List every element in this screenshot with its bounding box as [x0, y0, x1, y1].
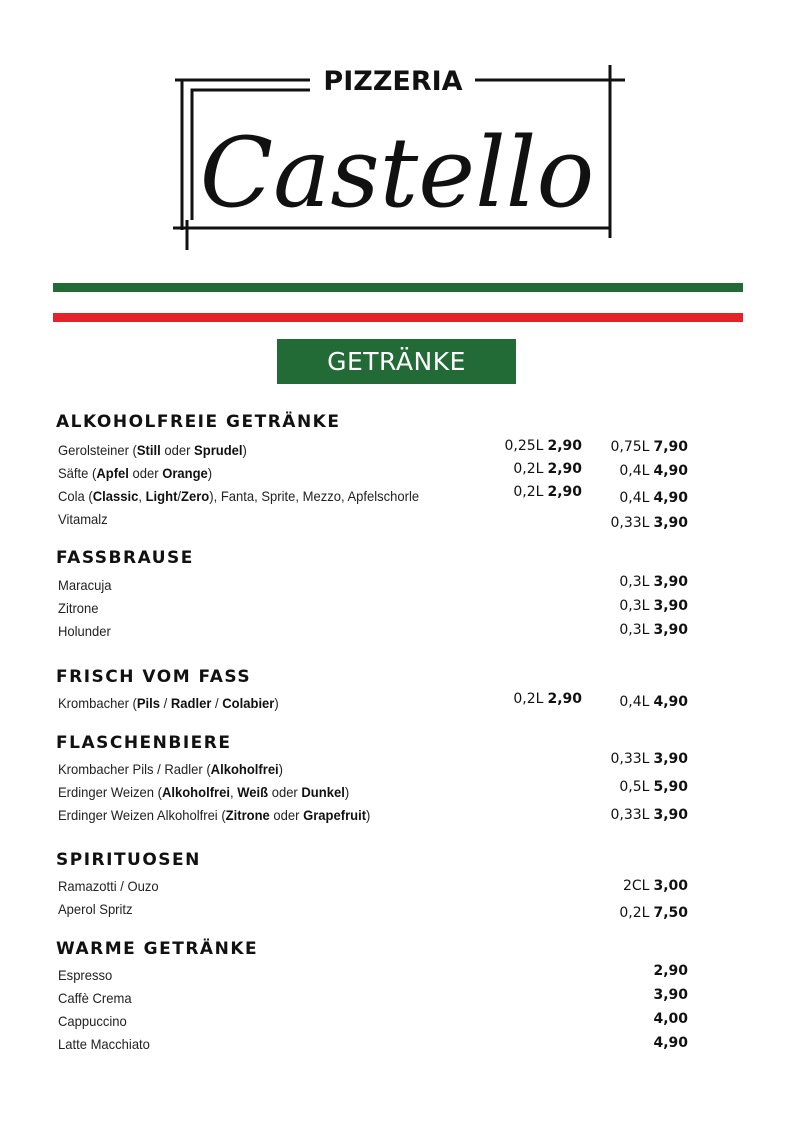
pizzeria-castello-logo [165, 60, 635, 255]
item-name-text: Maracuja [58, 577, 112, 593]
item-name-option: Still [136, 442, 161, 458]
item-name-text: Krombacher Pils / Radler ( [58, 761, 211, 777]
menu-item-price [462, 484, 582, 500]
price-amount: 3,90 [653, 574, 688, 590]
item-name-text: Ramazotti / Ouzo [58, 878, 159, 894]
menu-item-name [58, 761, 283, 777]
item-name-text: ), Fanta, Sprite, Mezzo, Apfelschorle [209, 488, 420, 504]
price-size: 0,33L [610, 751, 650, 767]
item-name-text: Vitamalz [58, 511, 108, 527]
item-name-text: ) [344, 784, 350, 800]
item-name-text: Espresso [58, 967, 113, 983]
item-name-option: Radler [170, 695, 212, 711]
price-amount: 7,90 [653, 439, 688, 455]
price-amount: 4,90 [653, 463, 688, 479]
section-heading: WARME GETRÄNKE [56, 939, 259, 959]
item-name-text: / [211, 695, 223, 711]
item-name-option: Pils [136, 695, 161, 711]
item-name-text: / [177, 488, 182, 504]
item-name-text: ) [242, 442, 247, 458]
price-size: 0,33L [610, 515, 650, 531]
item-name-text: Caffè Crema [58, 990, 132, 1006]
item-name-text: oder [269, 807, 304, 823]
item-name-text: ) [207, 465, 213, 481]
item-name-option: Classic [92, 488, 139, 504]
item-name-text: Säfte ( [58, 465, 97, 481]
price-amount: 3,90 [653, 622, 688, 638]
item-name-option: Orange [162, 465, 208, 481]
item-name-option: Zitrone [225, 807, 270, 823]
menu-item-name [58, 901, 133, 917]
price-size: 0,4L [619, 490, 650, 506]
section-heading: SPIRITUOSEN [56, 850, 201, 870]
item-name-text: Latte Macchiato [58, 1036, 150, 1052]
price-size: 0,2L [513, 691, 544, 707]
item-name-option: Apfel [96, 465, 129, 481]
menu-item-price [568, 694, 688, 710]
price-size: 0,3L [619, 574, 650, 590]
price-amount: 4,90 [653, 490, 688, 506]
menu-item-price [462, 691, 582, 707]
menu-item-name [58, 1036, 150, 1052]
price-amount: 3,90 [653, 598, 688, 614]
price-size: 0,75L [610, 439, 650, 455]
menu-item-price [568, 515, 688, 531]
menu-item-price [568, 1035, 688, 1051]
menu-item-price [568, 490, 688, 506]
price-amount: 7,50 [653, 905, 688, 921]
price-size: 0,2L [513, 484, 544, 500]
price-amount: 2,90 [547, 691, 582, 707]
price-size: 0,25L [504, 438, 544, 454]
menu-item-price [568, 598, 688, 614]
item-name-option: Colabier [222, 695, 275, 711]
item-name-option: Zero [181, 488, 210, 504]
menu-item-name [58, 878, 159, 894]
menu-item-name [58, 488, 419, 504]
item-name-text: Erdinger Weizen ( [58, 784, 162, 800]
item-name-text: Zitrone [58, 600, 99, 616]
item-name-text: Gerolsteiner ( [58, 442, 137, 458]
price-amount: 3,90 [653, 515, 688, 531]
price-amount: 2,90 [547, 484, 582, 500]
item-name-text: ) [274, 695, 279, 711]
menu-item-name [58, 807, 370, 823]
menu-item-price [568, 905, 688, 921]
price-size: 0,4L [619, 694, 650, 710]
menu-item-price [568, 463, 688, 479]
item-name-text: oder [128, 465, 163, 481]
menu-item-price [568, 807, 688, 823]
price-size: 0,3L [619, 598, 650, 614]
item-name-text: oder [268, 784, 302, 800]
price-size: 0,3L [619, 622, 650, 638]
logo-name: Castello [199, 117, 595, 229]
menu-item-name [58, 967, 112, 983]
page-title-banner: GETRÄNKE [277, 339, 516, 384]
price-size: 0,4L [619, 463, 650, 479]
price-amount: 3,90 [653, 751, 688, 767]
item-name-text: / [160, 695, 171, 711]
item-name-text: Cappuccino [58, 1013, 127, 1029]
price-size: 0,5L [619, 779, 650, 795]
price-amount: 5,90 [653, 779, 688, 795]
item-name-option: Alkoholfrei [210, 761, 279, 777]
menu-item-name [58, 695, 279, 711]
menu-item-name [58, 1013, 127, 1029]
menu-item-price [568, 779, 688, 795]
logo-prefix: PIZZERIA [323, 66, 463, 97]
price-amount: 2,90 [653, 963, 688, 979]
menu-item-price [568, 574, 688, 590]
item-name-text: Aperol Spritz [58, 901, 133, 917]
item-name-option: Light [145, 488, 178, 504]
menu-item-price [568, 751, 688, 767]
red-stripe [53, 313, 743, 322]
menu-item-name [58, 511, 108, 527]
price-amount: 4,00 [653, 1011, 688, 1027]
price-amount: 4,90 [653, 694, 688, 710]
item-name-text: Erdinger Weizen Alkoholfrei ( [58, 807, 226, 823]
item-name-text: Holunder [58, 623, 111, 639]
item-name-option: Alkoholfrei [161, 784, 230, 800]
price-amount: 3,00 [653, 878, 688, 894]
item-name-option: Grapefruit [303, 807, 367, 823]
item-name-text: , [138, 488, 146, 504]
price-size: 2CL [622, 878, 650, 894]
menu-item-price [568, 987, 688, 1003]
item-name-text: , [229, 784, 238, 800]
green-stripe [53, 283, 743, 292]
price-amount: 4,90 [653, 1035, 688, 1051]
item-name-option: Weiß [237, 784, 269, 800]
menu-item-price [462, 461, 582, 477]
item-name-text: Krombacher ( [58, 695, 137, 711]
price-size: 0,33L [610, 807, 650, 823]
menu-item-price [568, 878, 688, 894]
menu-item-name [58, 784, 349, 800]
price-amount: 3,90 [653, 807, 688, 823]
item-name-text: ) [366, 807, 371, 823]
item-name-text: ) [278, 761, 284, 777]
item-name-text: Cola ( [58, 488, 93, 504]
item-name-text: oder [160, 442, 195, 458]
section-heading: FASSBRAUSE [56, 548, 194, 568]
menu-item-name [58, 465, 212, 481]
menu-item-name [58, 600, 99, 616]
item-name-option: Dunkel [301, 784, 345, 800]
price-size: 0,2L [619, 905, 650, 921]
section-heading: ALKOHOLFREIE GETRÄNKE [56, 412, 341, 432]
menu-item-price [568, 1011, 688, 1027]
menu-item-name [58, 442, 247, 458]
price-amount: 2,90 [547, 461, 582, 477]
section-heading: FRISCH VOM FASS [56, 667, 252, 687]
item-name-option: Sprudel [194, 442, 243, 458]
section-heading: FLASCHENBIERE [56, 733, 232, 753]
menu-item-name [58, 623, 111, 639]
menu-item-price [568, 963, 688, 979]
menu-item-price [462, 438, 582, 454]
menu-item-name [58, 577, 112, 593]
menu-item-price [568, 622, 688, 638]
price-amount: 3,90 [653, 987, 688, 1003]
price-amount: 2,90 [547, 438, 582, 454]
price-size: 0,2L [513, 461, 544, 477]
menu-item-name [58, 990, 132, 1006]
menu-item-price [568, 439, 688, 455]
